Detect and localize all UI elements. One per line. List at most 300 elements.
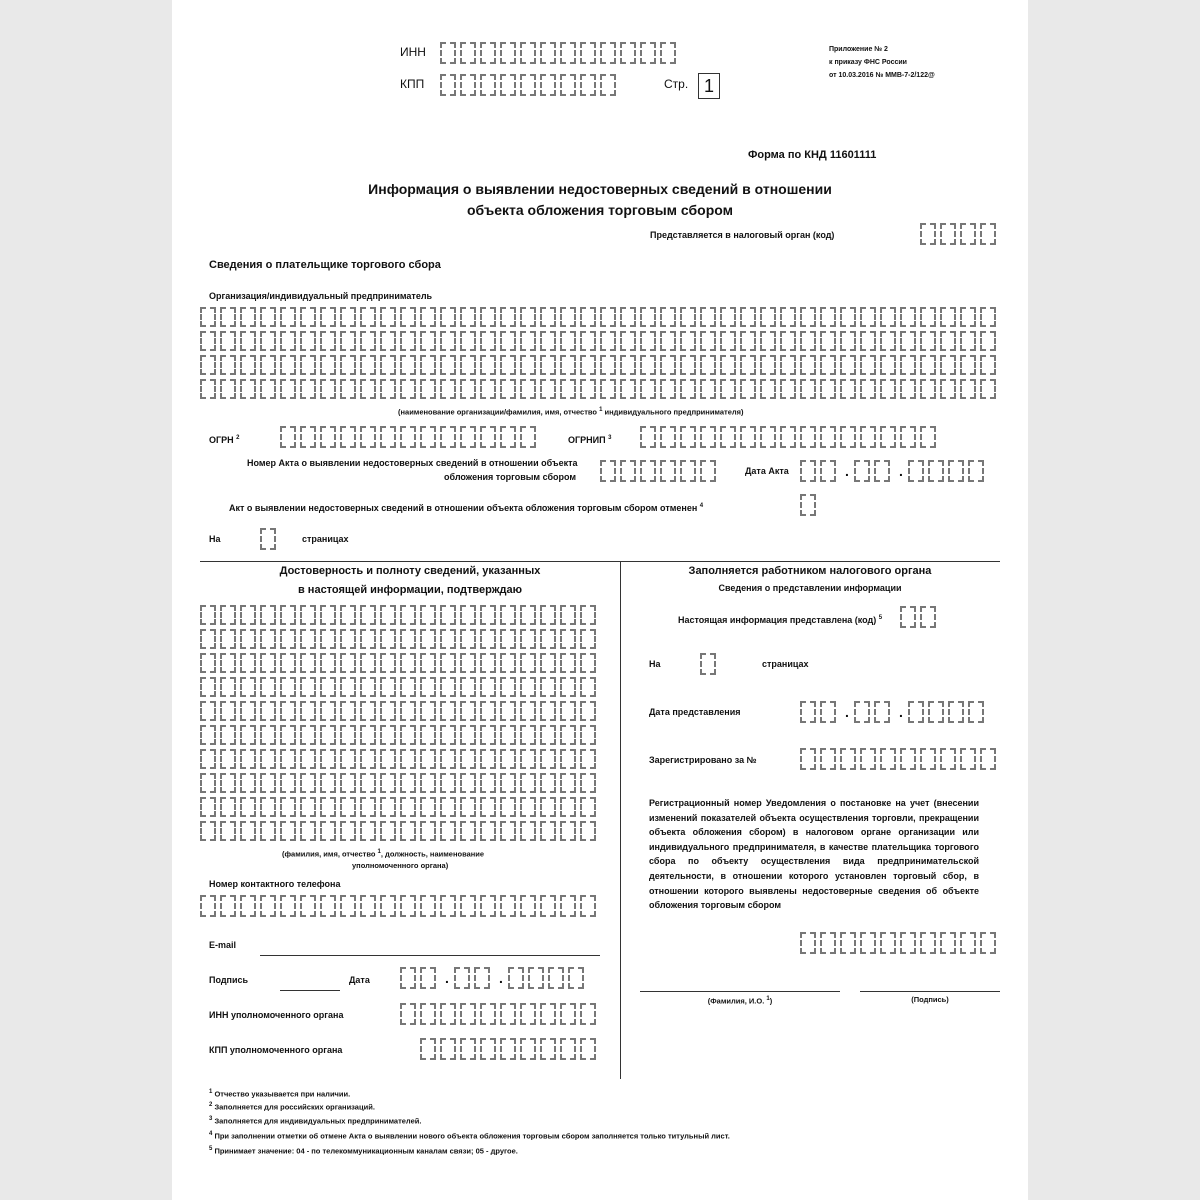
- input-cell[interactable]: [560, 749, 576, 769]
- input-cell[interactable]: [680, 379, 696, 399]
- input-cell[interactable]: [380, 725, 396, 745]
- input-cell[interactable]: [260, 331, 276, 351]
- input-cell[interactable]: [460, 773, 476, 793]
- input-cell[interactable]: [400, 307, 416, 327]
- input-cell[interactable]: [800, 748, 816, 770]
- input-cell[interactable]: [460, 1003, 476, 1025]
- input-cell[interactable]: [280, 701, 296, 721]
- input-cell[interactable]: [220, 749, 236, 769]
- input-cell[interactable]: [420, 701, 436, 721]
- input-cell[interactable]: [980, 331, 996, 351]
- input-cell[interactable]: [520, 426, 536, 448]
- input-cell[interactable]: [440, 426, 456, 448]
- input-cell[interactable]: [540, 331, 556, 351]
- input-cell[interactable]: [580, 773, 596, 793]
- input-cell[interactable]: [940, 223, 956, 245]
- input-cell[interactable]: [200, 895, 216, 917]
- input-cell[interactable]: [860, 355, 876, 375]
- input-cell[interactable]: [780, 355, 796, 375]
- input-cell[interactable]: [360, 355, 376, 375]
- act-cancel-checkbox[interactable]: [800, 494, 820, 516]
- input-cell[interactable]: [520, 355, 536, 375]
- input-cell[interactable]: [940, 748, 956, 770]
- input-cell[interactable]: [460, 677, 476, 697]
- input-cell[interactable]: [800, 494, 816, 516]
- input-cell[interactable]: [480, 629, 496, 649]
- input-cell[interactable]: [640, 331, 656, 351]
- input-cell[interactable]: [300, 307, 316, 327]
- input-cell[interactable]: [500, 821, 516, 841]
- input-cell[interactable]: [580, 307, 596, 327]
- input-cell[interactable]: [320, 426, 336, 448]
- input-cell[interactable]: [840, 331, 856, 351]
- input-cell[interactable]: [500, 379, 516, 399]
- input-cell[interactable]: [700, 379, 716, 399]
- input-cell[interactable]: [520, 331, 536, 351]
- input-cell[interactable]: [600, 74, 616, 96]
- input-cell[interactable]: [200, 677, 216, 697]
- input-cell[interactable]: [300, 895, 316, 917]
- input-cell[interactable]: [460, 725, 476, 745]
- input-cell[interactable]: [840, 355, 856, 375]
- input-cell[interactable]: [320, 701, 336, 721]
- input-cell[interactable]: [520, 653, 536, 673]
- input-cell[interactable]: [260, 379, 276, 399]
- input-cell[interactable]: [240, 895, 256, 917]
- input-cell[interactable]: [980, 379, 996, 399]
- input-cell[interactable]: [900, 426, 916, 448]
- input-cell[interactable]: [540, 677, 556, 697]
- input-cell[interactable]: [240, 331, 256, 351]
- input-cell[interactable]: [380, 355, 396, 375]
- office-sign-line[interactable]: [860, 991, 1000, 992]
- input-cell[interactable]: [600, 460, 616, 482]
- input-cell[interactable]: [700, 460, 716, 482]
- input-cell[interactable]: [660, 379, 676, 399]
- input-cell[interactable]: [520, 379, 536, 399]
- input-cell[interactable]: [660, 331, 676, 351]
- input-cell[interactable]: [460, 74, 476, 96]
- input-cell[interactable]: [420, 1003, 436, 1025]
- input-cell[interactable]: [580, 331, 596, 351]
- input-cell[interactable]: [260, 605, 276, 625]
- input-cell[interactable]: [300, 797, 316, 817]
- input-cell[interactable]: [520, 725, 536, 745]
- input-cell[interactable]: [420, 331, 436, 351]
- input-cell[interactable]: [280, 629, 296, 649]
- input-cell[interactable]: [320, 653, 336, 673]
- input-cell[interactable]: [320, 307, 336, 327]
- input-cell[interactable]: [340, 677, 356, 697]
- payer-pages-cells[interactable]: [260, 528, 280, 550]
- input-cell[interactable]: [520, 749, 536, 769]
- input-cell[interactable]: [380, 701, 396, 721]
- input-cell[interactable]: [340, 379, 356, 399]
- input-cell[interactable]: [260, 749, 276, 769]
- input-cell[interactable]: [260, 677, 276, 697]
- input-cell[interactable]: [420, 773, 436, 793]
- input-cell[interactable]: [860, 932, 876, 954]
- input-cell[interactable]: [460, 749, 476, 769]
- input-cell[interactable]: [560, 701, 576, 721]
- input-cell[interactable]: [740, 426, 756, 448]
- input-cell[interactable]: [720, 331, 736, 351]
- ogrn-cells[interactable]: [280, 426, 540, 448]
- input-cell[interactable]: [500, 1038, 516, 1060]
- input-cell[interactable]: [740, 307, 756, 327]
- input-cell[interactable]: [880, 748, 896, 770]
- input-cell[interactable]: [240, 307, 256, 327]
- input-cell[interactable]: [520, 1038, 536, 1060]
- input-cell[interactable]: [760, 379, 776, 399]
- input-cell[interactable]: [240, 797, 256, 817]
- input-cell[interactable]: [480, 379, 496, 399]
- input-cell[interactable]: [520, 797, 536, 817]
- input-cell[interactable]: [580, 379, 596, 399]
- input-cell[interactable]: [800, 307, 816, 327]
- input-cell[interactable]: [960, 748, 976, 770]
- input-cell[interactable]: [360, 895, 376, 917]
- input-cell[interactable]: [500, 629, 516, 649]
- input-cell[interactable]: [900, 606, 916, 628]
- input-cell[interactable]: [280, 605, 296, 625]
- input-cell[interactable]: [800, 379, 816, 399]
- input-cell[interactable]: [280, 307, 296, 327]
- act-date-cells[interactable]: . .: [800, 460, 988, 482]
- input-cell[interactable]: [240, 653, 256, 673]
- input-cell[interactable]: [300, 821, 316, 841]
- input-cell[interactable]: [300, 355, 316, 375]
- input-cell[interactable]: [620, 331, 636, 351]
- input-cell[interactable]: [720, 307, 736, 327]
- input-cell[interactable]: [960, 307, 976, 327]
- input-cell[interactable]: [420, 725, 436, 745]
- input-cell[interactable]: [500, 331, 516, 351]
- input-cell[interactable]: [380, 307, 396, 327]
- kpp-cells[interactable]: [440, 74, 620, 96]
- input-cell[interactable]: [460, 797, 476, 817]
- input-cell[interactable]: [540, 307, 556, 327]
- input-cell[interactable]: [940, 932, 956, 954]
- input-cell[interactable]: [380, 749, 396, 769]
- input-cell[interactable]: [400, 379, 416, 399]
- input-cell[interactable]: [360, 629, 376, 649]
- input-cell[interactable]: [480, 797, 496, 817]
- input-cell[interactable]: [720, 379, 736, 399]
- input-cell[interactable]: [880, 331, 896, 351]
- input-cell[interactable]: [400, 725, 416, 745]
- input-cell[interactable]: [920, 223, 936, 245]
- input-cell[interactable]: [380, 895, 396, 917]
- input-cell[interactable]: [940, 379, 956, 399]
- input-cell[interactable]: [340, 821, 356, 841]
- kpp-auth-cells[interactable]: [420, 1038, 600, 1060]
- input-cell[interactable]: [620, 379, 636, 399]
- input-cell[interactable]: [760, 426, 776, 448]
- input-cell[interactable]: [440, 605, 456, 625]
- input-cell[interactable]: [820, 355, 836, 375]
- input-cell[interactable]: [440, 677, 456, 697]
- input-cell[interactable]: [580, 355, 596, 375]
- input-cell[interactable]: [280, 725, 296, 745]
- input-cell[interactable]: [380, 797, 396, 817]
- input-cell[interactable]: [560, 74, 576, 96]
- input-cell[interactable]: [200, 307, 216, 327]
- input-cell[interactable]: [420, 749, 436, 769]
- input-cell[interactable]: [460, 42, 476, 64]
- input-cell[interactable]: [480, 653, 496, 673]
- input-cell[interactable]: [300, 379, 316, 399]
- input-cell[interactable]: [400, 773, 416, 793]
- input-cell[interactable]: [480, 821, 496, 841]
- input-cell[interactable]: [980, 748, 996, 770]
- input-cell[interactable]: [620, 460, 636, 482]
- input-cell[interactable]: [700, 307, 716, 327]
- input-cell[interactable]: [320, 821, 336, 841]
- office-pages-cells[interactable]: [700, 653, 720, 675]
- input-cell[interactable]: [260, 797, 276, 817]
- input-cell[interactable]: [260, 653, 276, 673]
- input-cell[interactable]: [320, 773, 336, 793]
- input-cell[interactable]: [900, 355, 916, 375]
- input-cell[interactable]: [340, 725, 356, 745]
- input-cell[interactable]: [580, 701, 596, 721]
- input-cell[interactable]: [280, 797, 296, 817]
- input-cell[interactable]: [400, 605, 416, 625]
- input-cell[interactable]: [260, 773, 276, 793]
- input-cell[interactable]: [820, 307, 836, 327]
- input-cell[interactable]: [460, 895, 476, 917]
- input-cell[interactable]: [260, 725, 276, 745]
- input-cell[interactable]: [400, 677, 416, 697]
- input-cell[interactable]: [860, 426, 876, 448]
- input-cell[interactable]: [300, 701, 316, 721]
- input-cell[interactable]: [340, 797, 356, 817]
- input-cell[interactable]: [240, 821, 256, 841]
- input-cell[interactable]: [360, 821, 376, 841]
- input-cell[interactable]: [580, 749, 596, 769]
- input-cell[interactable]: [500, 797, 516, 817]
- input-cell[interactable]: [980, 307, 996, 327]
- input-cell[interactable]: [680, 331, 696, 351]
- input-cell[interactable]: [260, 629, 276, 649]
- input-cell[interactable]: [720, 426, 736, 448]
- input-cell[interactable]: [340, 895, 356, 917]
- input-cell[interactable]: [200, 355, 216, 375]
- input-cell[interactable]: [920, 355, 936, 375]
- input-cell[interactable]: [340, 629, 356, 649]
- input-cell[interactable]: [240, 701, 256, 721]
- input-cell[interactable]: [440, 725, 456, 745]
- input-cell[interactable]: [420, 1038, 436, 1060]
- input-cell[interactable]: [900, 307, 916, 327]
- signer-name-grid[interactable]: [200, 605, 600, 841]
- input-cell[interactable]: [760, 307, 776, 327]
- input-cell[interactable]: [620, 42, 636, 64]
- input-cell[interactable]: [360, 749, 376, 769]
- reg-number-cells[interactable]: [800, 932, 1000, 954]
- input-cell[interactable]: [780, 307, 796, 327]
- input-cell[interactable]: [940, 307, 956, 327]
- input-cell[interactable]: [320, 725, 336, 745]
- input-cell[interactable]: [300, 629, 316, 649]
- input-cell[interactable]: [440, 379, 456, 399]
- input-cell[interactable]: [420, 379, 436, 399]
- input-cell[interactable]: [220, 605, 236, 625]
- org-name-grid[interactable]: [200, 307, 1000, 399]
- input-cell[interactable]: [380, 379, 396, 399]
- input-cell[interactable]: [320, 331, 336, 351]
- input-cell[interactable]: [560, 42, 576, 64]
- input-cell[interactable]: [480, 355, 496, 375]
- input-cell[interactable]: [500, 725, 516, 745]
- input-cell[interactable]: [900, 331, 916, 351]
- input-cell[interactable]: [380, 653, 396, 673]
- input-cell[interactable]: [400, 701, 416, 721]
- input-cell[interactable]: [660, 307, 676, 327]
- input-cell[interactable]: [580, 1038, 596, 1060]
- input-cell[interactable]: [480, 749, 496, 769]
- input-cell[interactable]: [280, 895, 296, 917]
- input-cell[interactable]: [420, 629, 436, 649]
- input-cell[interactable]: [260, 895, 276, 917]
- input-cell[interactable]: [960, 379, 976, 399]
- input-cell[interactable]: [500, 701, 516, 721]
- input-cell[interactable]: [360, 426, 376, 448]
- input-cell[interactable]: [220, 821, 236, 841]
- input-cell[interactable]: [380, 677, 396, 697]
- input-cell[interactable]: [720, 355, 736, 375]
- input-cell[interactable]: [480, 773, 496, 793]
- input-cell[interactable]: [400, 821, 416, 841]
- input-cell[interactable]: [560, 1038, 576, 1060]
- input-cell[interactable]: [200, 821, 216, 841]
- input-cell[interactable]: [200, 605, 216, 625]
- input-cell[interactable]: [280, 331, 296, 351]
- input-cell[interactable]: [960, 331, 976, 351]
- input-cell[interactable]: [780, 331, 796, 351]
- input-cell[interactable]: [260, 701, 276, 721]
- input-cell[interactable]: [260, 307, 276, 327]
- input-cell[interactable]: [240, 605, 256, 625]
- input-cell[interactable]: [560, 605, 576, 625]
- input-cell[interactable]: [500, 677, 516, 697]
- input-cell[interactable]: [500, 307, 516, 327]
- sign-date-cells[interactable]: . .: [400, 967, 588, 989]
- tax-authority-cells[interactable]: [920, 223, 1000, 245]
- input-cell[interactable]: [920, 606, 936, 628]
- input-cell[interactable]: [560, 797, 576, 817]
- input-cell[interactable]: [480, 331, 496, 351]
- input-cell[interactable]: [820, 331, 836, 351]
- input-cell[interactable]: [560, 1003, 576, 1025]
- input-cell[interactable]: [340, 307, 356, 327]
- input-cell[interactable]: [440, 895, 456, 917]
- input-cell[interactable]: [240, 725, 256, 745]
- input-cell[interactable]: [500, 895, 516, 917]
- input-cell[interactable]: [460, 426, 476, 448]
- signature-line[interactable]: [280, 990, 340, 991]
- input-cell[interactable]: [520, 895, 536, 917]
- input-cell[interactable]: [260, 528, 276, 550]
- input-cell[interactable]: [420, 426, 436, 448]
- input-cell[interactable]: [320, 629, 336, 649]
- input-cell[interactable]: [360, 677, 376, 697]
- input-cell[interactable]: [240, 379, 256, 399]
- input-cell[interactable]: [900, 748, 916, 770]
- input-cell[interactable]: [740, 355, 756, 375]
- input-cell[interactable]: [380, 773, 396, 793]
- input-cell[interactable]: [640, 307, 656, 327]
- input-cell[interactable]: [860, 748, 876, 770]
- input-cell[interactable]: [920, 379, 936, 399]
- input-cell[interactable]: [280, 749, 296, 769]
- input-cell[interactable]: [520, 677, 536, 697]
- input-cell[interactable]: [820, 748, 836, 770]
- input-cell[interactable]: [880, 307, 896, 327]
- input-cell[interactable]: [440, 701, 456, 721]
- input-cell[interactable]: [560, 895, 576, 917]
- input-cell[interactable]: [380, 605, 396, 625]
- input-cell[interactable]: [460, 821, 476, 841]
- input-cell[interactable]: [380, 426, 396, 448]
- input-cell[interactable]: [340, 355, 356, 375]
- input-cell[interactable]: [200, 701, 216, 721]
- input-cell[interactable]: [220, 725, 236, 745]
- input-cell[interactable]: [540, 42, 556, 64]
- input-cell[interactable]: [460, 379, 476, 399]
- input-cell[interactable]: [440, 749, 456, 769]
- input-cell[interactable]: [840, 932, 856, 954]
- email-line[interactable]: [260, 955, 600, 956]
- input-cell[interactable]: [440, 1003, 456, 1025]
- input-cell[interactable]: [800, 331, 816, 351]
- input-cell[interactable]: [580, 605, 596, 625]
- input-cell[interactable]: [280, 379, 296, 399]
- input-cell[interactable]: [920, 331, 936, 351]
- input-cell[interactable]: [300, 749, 316, 769]
- input-cell[interactable]: [840, 748, 856, 770]
- input-cell[interactable]: [500, 74, 516, 96]
- input-cell[interactable]: [680, 460, 696, 482]
- input-cell[interactable]: [400, 1003, 416, 1025]
- input-cell[interactable]: [420, 653, 436, 673]
- input-cell[interactable]: [440, 42, 456, 64]
- input-cell[interactable]: [580, 42, 596, 64]
- input-cell[interactable]: [340, 605, 356, 625]
- ogrnip-cells[interactable]: [640, 426, 940, 448]
- input-cell[interactable]: [680, 355, 696, 375]
- input-cell[interactable]: [640, 426, 656, 448]
- input-cell[interactable]: [420, 895, 436, 917]
- input-cell[interactable]: [460, 605, 476, 625]
- input-cell[interactable]: [440, 653, 456, 673]
- input-cell[interactable]: [540, 749, 556, 769]
- input-cell[interactable]: [580, 629, 596, 649]
- input-cell[interactable]: [860, 307, 876, 327]
- input-cell[interactable]: [280, 773, 296, 793]
- input-cell[interactable]: [480, 307, 496, 327]
- input-cell[interactable]: [400, 895, 416, 917]
- input-cell[interactable]: [240, 677, 256, 697]
- submission-date-cells[interactable]: . .: [800, 701, 988, 723]
- input-cell[interactable]: [340, 653, 356, 673]
- input-cell[interactable]: [340, 749, 356, 769]
- input-cell[interactable]: [200, 653, 216, 673]
- input-cell[interactable]: [480, 1003, 496, 1025]
- input-cell[interactable]: [560, 379, 576, 399]
- input-cell[interactable]: [660, 42, 676, 64]
